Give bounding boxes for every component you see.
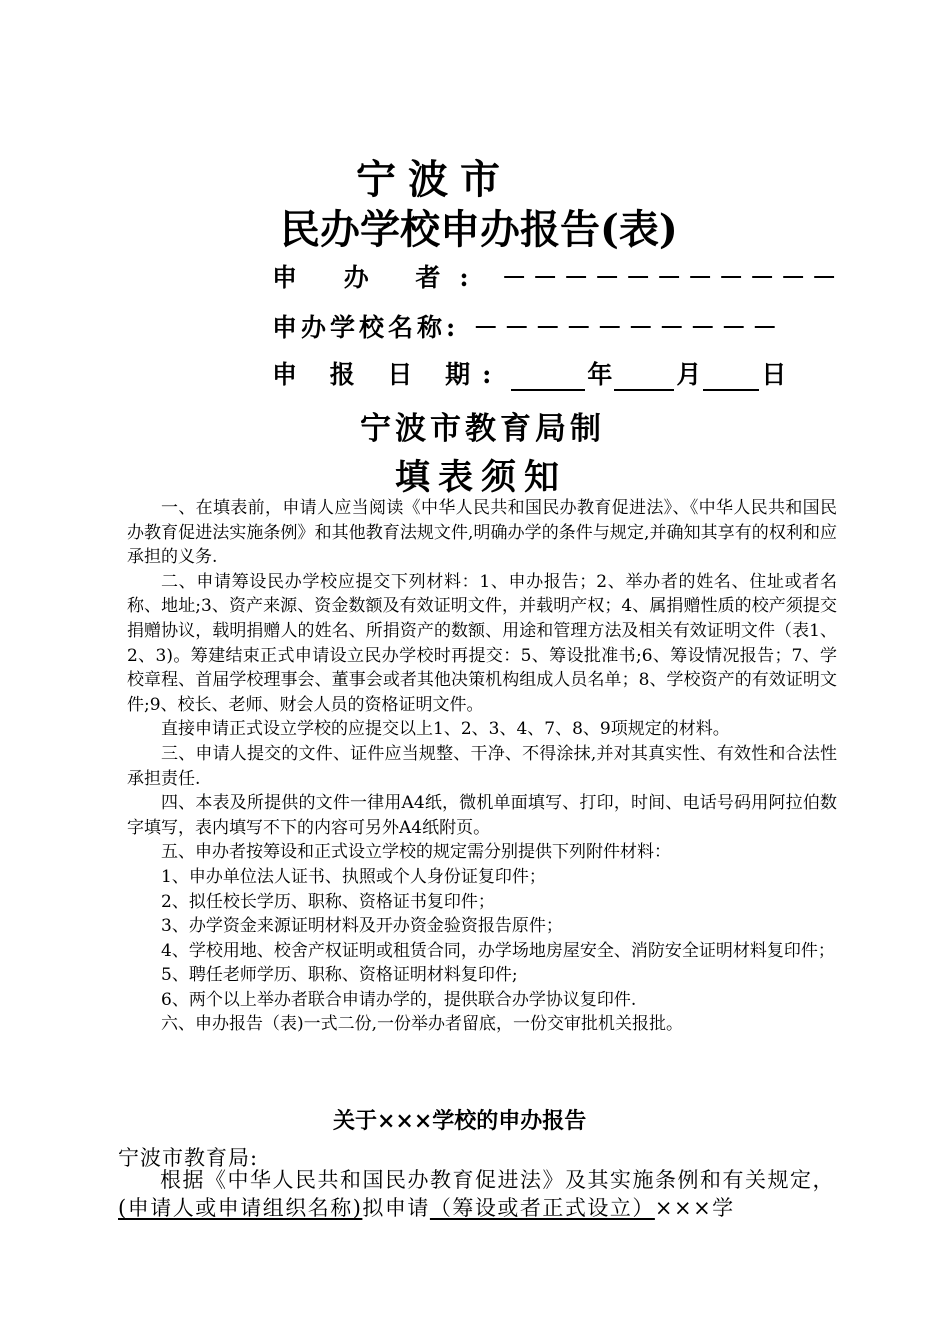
notice-paragraph: 1、申办单位法人证书、执照或个人身份证复印件； <box>161 866 546 887</box>
day-label: 日 <box>761 360 787 389</box>
date-field <box>272 355 786 391</box>
notice-paragraph: 6、两个以上举办者联合申请办学的，提供联合办学协议复印件. <box>161 989 637 1010</box>
report-mid-text: 拟申请 <box>362 1196 430 1220</box>
school-name-field <box>272 308 783 344</box>
report-suffix: ×××学 <box>654 1196 735 1220</box>
notice-paragraph: 2、拟任校长学历、职称、资格证书复印件； <box>161 891 495 912</box>
notice-paragraph: 五、申办者按筹设和正式设立学校的规定需分别提供下列附件材料： <box>161 842 671 863</box>
report-paragraph <box>118 1166 850 1222</box>
report-body <box>118 1166 850 1222</box>
city-title: 宁波市 <box>356 156 512 203</box>
year-label: 年 <box>587 360 613 389</box>
notice-body <box>127 496 837 1037</box>
report-title: 关于×××学校的申办报告 <box>333 1108 587 1134</box>
notice-paragraph: 四、本表及所提供的文件一律用A4纸，微机单面填写、打印，时间、电话号码用阿拉伯数字填写，表内填写不下的内容可另外A4纸附页。 <box>127 793 837 838</box>
issuer: 宁波市教育局制 <box>360 411 605 447</box>
notice-paragraph: 二、申请筹设民办学校应提交下列材料：1、申办报告；2、举办者的姓名、住址或者名称、地址;3、资产来源、资金数额及有效证明文件，并载明产权；4、属捐赠性质的校产须提交捐赠协议，载明捐赠人的姓名、所捐资产的数额、用途和管理方法及相关有效证明文件（表1、2、3)。筹建结束正式申请设立民办学校时再提交：5、筹设批准书;6、筹设情况报告；7、学校章程、首届学校理事会、董事会或者其他决策机构组成人员名单；8、学校资产的有效证明文件;9、校长、老师、财会人员的资格证明文件。 <box>127 571 837 715</box>
notice-title: 填表须知 <box>395 457 568 498</box>
notice-paragraph: 直接申请正式设立学校的应提交以上1、2、3、4、7、8、9项规定的材料。 <box>161 719 730 740</box>
notice-paragraph: 4、学校用地、校舍产权证明或租赁合同，办学场地房屋安全、消防安全证明材料复印件； <box>161 940 835 961</box>
notice-paragraph: 六、申办报告（表)一式二份,一份举办者留底，一份交审批机关报批。 <box>161 1014 684 1035</box>
school-name-blank: －－－－－－－－－－ <box>473 313 784 342</box>
month-blank <box>614 363 674 391</box>
notice-paragraph: 一、在填表前，申请人应当阅读《中华人民共和国民办教育促进法》、《中华人民共和国民办教育促进法实施条例》和其他教育法规文件,明确办学的条件与规定,并确知其享有的权利和应承担的义务. <box>127 498 837 568</box>
year-blank <box>511 363 585 391</box>
notice-paragraph: 3、办学资金来源证明材料及开办资金验资报告原件； <box>161 916 563 937</box>
applicant-field <box>272 258 843 294</box>
applicant-blank: －－－－－－－－－－－ <box>501 263 843 292</box>
type-placeholder: （筹设或者正式设立） <box>429 1196 655 1220</box>
applicant-label: 申 办 者: <box>272 263 488 292</box>
report-addressee: 宁波市教育局: <box>118 1146 259 1170</box>
applicant-placeholder: (申请人或申请组织名称) <box>118 1196 363 1220</box>
school-name-label: 申办学校名称: <box>272 313 460 342</box>
report-body-prefix: 根据《中华人民共和国民办教育促进法》及其实施条例和有关规定， <box>160 1168 835 1192</box>
notice-paragraph: 三、申请人提交的文件、证件应当规整、干净、不得涂抹,并对其真实性、有效性和合法性承担责任. <box>127 743 837 789</box>
notice-paragraph: 5、聘任老师学历、职称、资格证明材料复印件; <box>161 965 518 986</box>
month-label: 月 <box>676 360 702 389</box>
date-label: 申 报 日 期: <box>272 360 504 389</box>
form-title: 民办学校申办报告(表) <box>280 206 678 253</box>
day-blank <box>703 363 759 391</box>
